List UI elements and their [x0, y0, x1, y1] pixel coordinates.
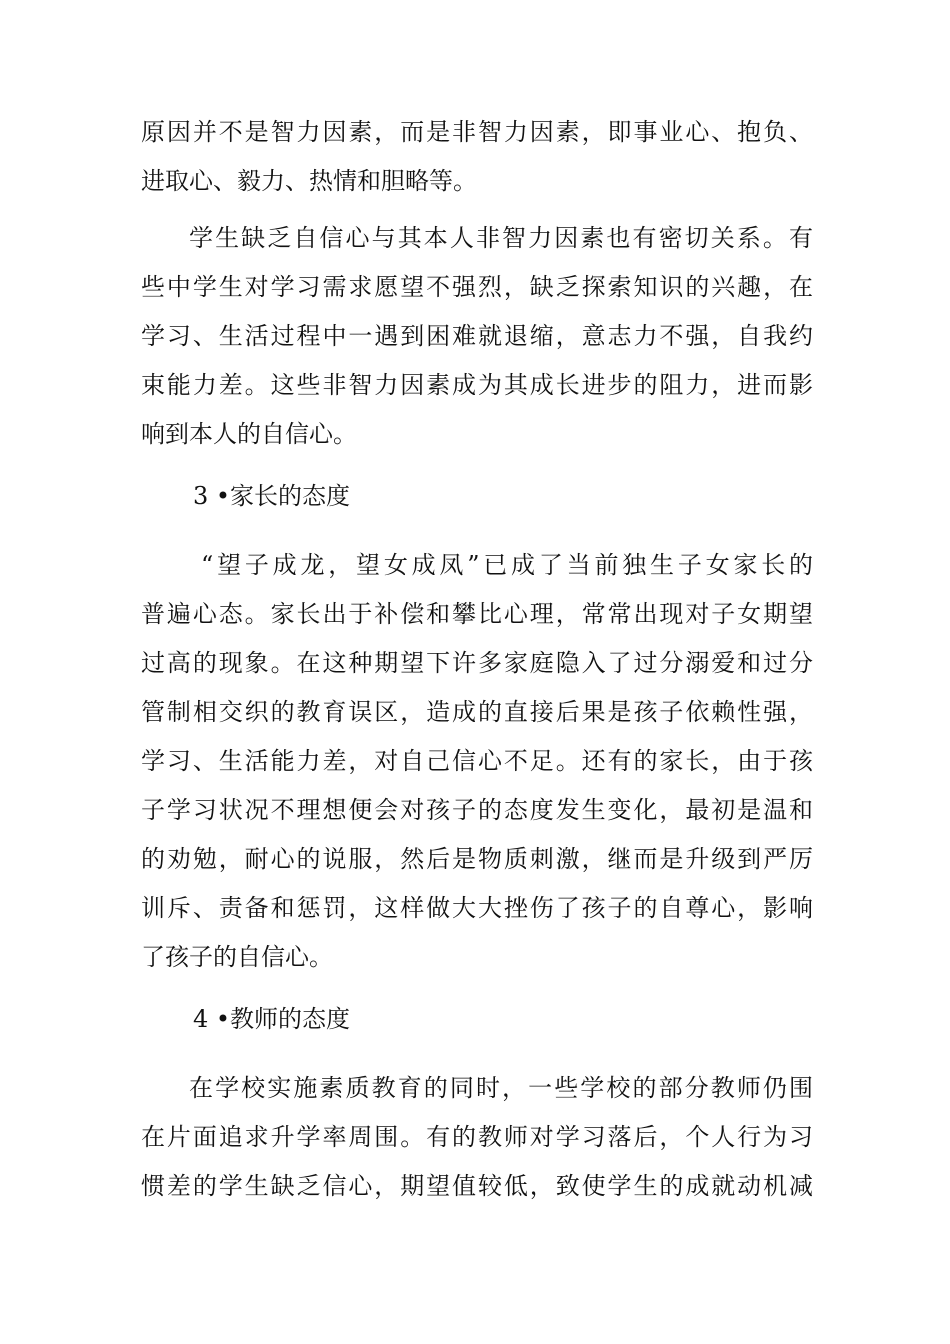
section-heading-4: 4 •教师的态度 — [193, 1005, 351, 1033]
paragraph-2-line-2: 些中学生对学习需求愿望不强烈，缺乏探索知识的兴趣，在 — [141, 273, 813, 301]
paragraph-2-line-1: 学生缺乏自信心与其本人非智力因素也有密切关系。有 — [189, 224, 813, 252]
paragraph-3-line-5: 学习、生活能力差，对自己信心不足。还有的家长，由于孩 — [141, 747, 813, 775]
paragraph-3 — [141, 541, 813, 982]
paragraph-1-line-1: 原因并不是智力因素，而是非智力因素，即事业心、抱负、 — [141, 118, 813, 146]
paragraph-4-line-3: 惯差的学生缺乏信心，期望值较低，致使学生的成就动机减 — [141, 1172, 813, 1200]
paragraph-4-line-1: 在学校实施素质教育的同时，一些学校的部分教师仍围 — [189, 1074, 813, 1102]
paragraph-3-line-6: 子学习状况不理想便会对孩子的态度发生变化，最初是温和 — [141, 796, 813, 824]
paragraph-3-line-9: 了孩子的自信心。 — [141, 943, 333, 971]
section-heading-3: 3 •家长的态度 — [193, 482, 351, 510]
paragraph-2-line-5: 响到本人的自信心。 — [141, 420, 357, 448]
paragraph-3-line-1: “望子成龙，望女成凤”已成了当前独生子女家长的 — [201, 551, 813, 579]
paragraph-3-line-3: 过高的现象。在这种期望下许多家庭隐入了过分溺爱和过分 — [141, 649, 813, 677]
paragraph-4-line-2: 在片面追求升学率周围。有的教师对学习落后，个人行为习 — [141, 1123, 813, 1151]
paragraph-2-line-4: 束能力差。这些非智力因素成为其成长进步的阻力，进而影 — [141, 371, 813, 399]
paragraph-3-line-8: 训斥、责备和惩罚，这样做大大挫伤了孩子的自尊心，影响 — [141, 894, 813, 922]
paragraph-1-line-2: 进取心、毅力、热情和胆略等。 — [141, 167, 477, 195]
paragraph-1 — [141, 108, 813, 206]
paragraph-4 — [141, 1064, 813, 1211]
paragraph-3-line-4: 管制相交织的教育误区，造成的直接后果是孩子依赖性强， — [141, 698, 813, 726]
document-body — [141, 108, 813, 1211]
paragraph-2 — [141, 214, 813, 459]
paragraph-3-line-7: 的劝勉，耐心的说服，然后是物质刺激，继而是升级到严厉 — [141, 845, 813, 873]
paragraph-2-line-3: 学习、生活过程中一遇到困难就退缩，意志力不强，自我约 — [141, 322, 813, 350]
paragraph-3-line-2: 普遍心态。家长出于补偿和攀比心理，常常出现对子女期望 — [141, 600, 813, 628]
